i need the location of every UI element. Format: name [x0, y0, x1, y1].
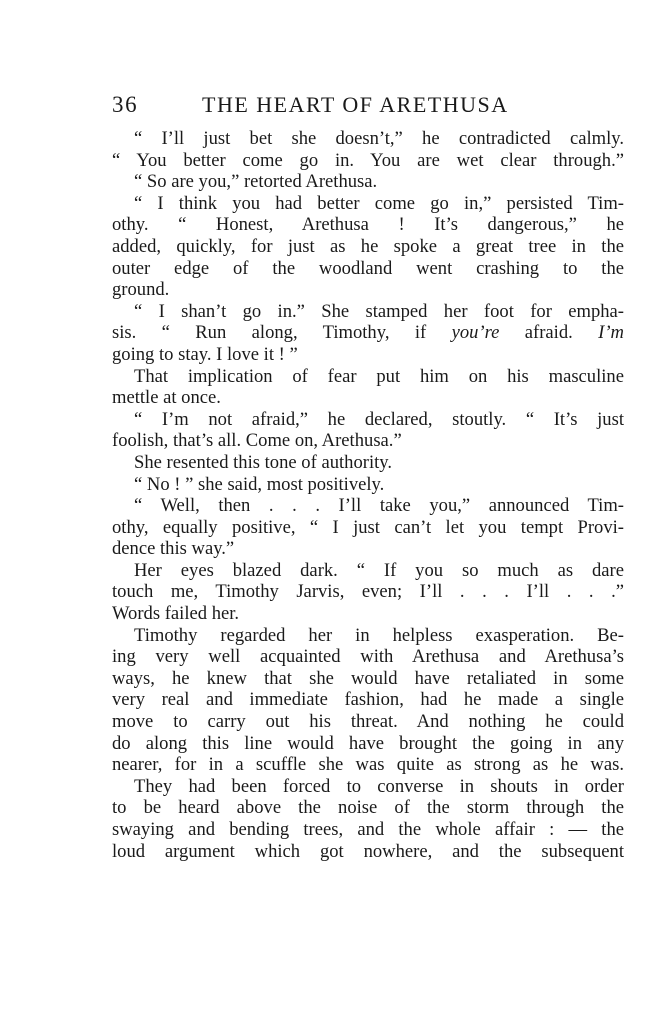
text-line — [112, 258, 624, 280]
text-line — [112, 733, 624, 755]
body-text — [112, 128, 624, 862]
line-text: ways, he knew that she would have retaliated in some — [112, 667, 624, 689]
italic-text: you’re — [451, 322, 500, 344]
line-text: “ You better come go in. You are wet clear through.” — [112, 149, 624, 171]
text-line — [112, 689, 624, 711]
running-head: THE HEART OF ARETHUSA — [202, 92, 509, 117]
line-text: mettle at once. — [112, 387, 221, 409]
line-text: “ Well, then . . . I’ll take you,” announced Tim- — [134, 495, 624, 517]
text-line — [112, 344, 624, 366]
line-text: ground. — [112, 279, 170, 301]
line-text: outer edge of the woodland went crashing to the — [112, 257, 624, 279]
line-text: “ I’m not afraid,” he declared, stoutly. “ It’s just — [134, 408, 624, 430]
line-text: “ I think you had better come go in,” persisted Tim- — [134, 192, 624, 214]
text-line — [112, 797, 624, 819]
text-line — [112, 430, 624, 452]
line-text: That implication of fear put him on his masculine — [134, 365, 624, 387]
text-line — [112, 538, 624, 560]
text-line — [112, 668, 624, 690]
line-text: Her eyes blazed dark. “ If you so much as dare — [134, 559, 624, 581]
page-number: 36 — [112, 92, 139, 117]
line-text: very real and immediate fashion, had he made a single — [112, 689, 624, 711]
text-line — [112, 625, 624, 647]
text-line — [112, 236, 624, 258]
line-text: dence this way.” — [112, 538, 235, 560]
line-text: sis. “ Run along, Timothy, if — [112, 322, 452, 344]
text-line — [112, 581, 624, 603]
line-text: swaying and bending trees, and the whole affair : — the — [112, 819, 624, 840]
text-line — [112, 366, 624, 388]
text-line — [112, 560, 624, 582]
line-text: loud argument which got nowhere, and the subsequent — [112, 840, 624, 862]
text-line — [112, 841, 624, 863]
page-header — [112, 92, 624, 122]
line-text: They had been forced to converse in shouts in order — [134, 775, 624, 797]
line-text: “ I’ll just bet she doesn’t,” he contradicted calmly. — [134, 128, 624, 149]
line-text: going to stay. I love it ! ” — [112, 343, 298, 365]
line-text: “ No ! ” she said, most positively. — [134, 473, 385, 495]
text-line — [112, 387, 624, 409]
text-line — [112, 495, 624, 517]
line-text: to be heard above the noise of the storm through the — [112, 797, 624, 819]
text-line — [112, 409, 624, 431]
text-line — [112, 193, 624, 215]
text-line — [112, 517, 624, 539]
line-text: move to carry out his threat. And nothing he could — [112, 711, 624, 733]
text-line — [112, 214, 624, 236]
line-text: Words failed her. — [112, 603, 240, 625]
text-line — [112, 711, 624, 733]
text-line — [112, 150, 624, 172]
text-line — [112, 279, 624, 301]
text-line — [112, 754, 624, 776]
text-line — [112, 452, 624, 474]
line-text: foolish, that’s all. Come on, Arethusa.” — [112, 430, 402, 452]
line-text: othy, equally positive, “ I just can’t let you tempt Provi- — [112, 516, 624, 538]
line-text: “ So are you,” retorted Arethusa. — [134, 171, 378, 193]
line-text: touch me, Timothy Jarvis, even; I’ll . . . I’ll . . .” — [112, 581, 624, 603]
line-text: “ I shan’t go in.” She stamped her foot for empha- — [134, 300, 624, 322]
line-text: She resented this tone of authority. — [134, 451, 393, 473]
line-text: added, quickly, for just as he spoke a great tree in the — [112, 235, 624, 257]
text-line — [112, 128, 624, 150]
text-line — [112, 474, 624, 496]
text-line — [112, 776, 624, 798]
line-text: othy. “ Honest, Arethusa ! It’s dangerous,” he — [112, 214, 624, 236]
italic-text: I’m — [598, 322, 624, 344]
line-text: afraid. — [499, 322, 599, 344]
text-line — [112, 819, 624, 841]
book-page — [112, 92, 624, 862]
line-text: Timothy regarded her in helpless exasperation. Be- — [134, 624, 624, 646]
text-line — [112, 322, 624, 344]
line-text: nearer, for in a scuffle she was quite as strong as he was. — [112, 754, 624, 776]
text-line — [112, 646, 624, 668]
line-text: do along this line would have brought the going in any — [112, 732, 624, 754]
line-text: ing very well acquainted with Arethusa and Arethusa’s — [112, 646, 624, 668]
text-line — [112, 301, 624, 323]
text-line — [112, 171, 624, 193]
text-line — [112, 603, 624, 625]
